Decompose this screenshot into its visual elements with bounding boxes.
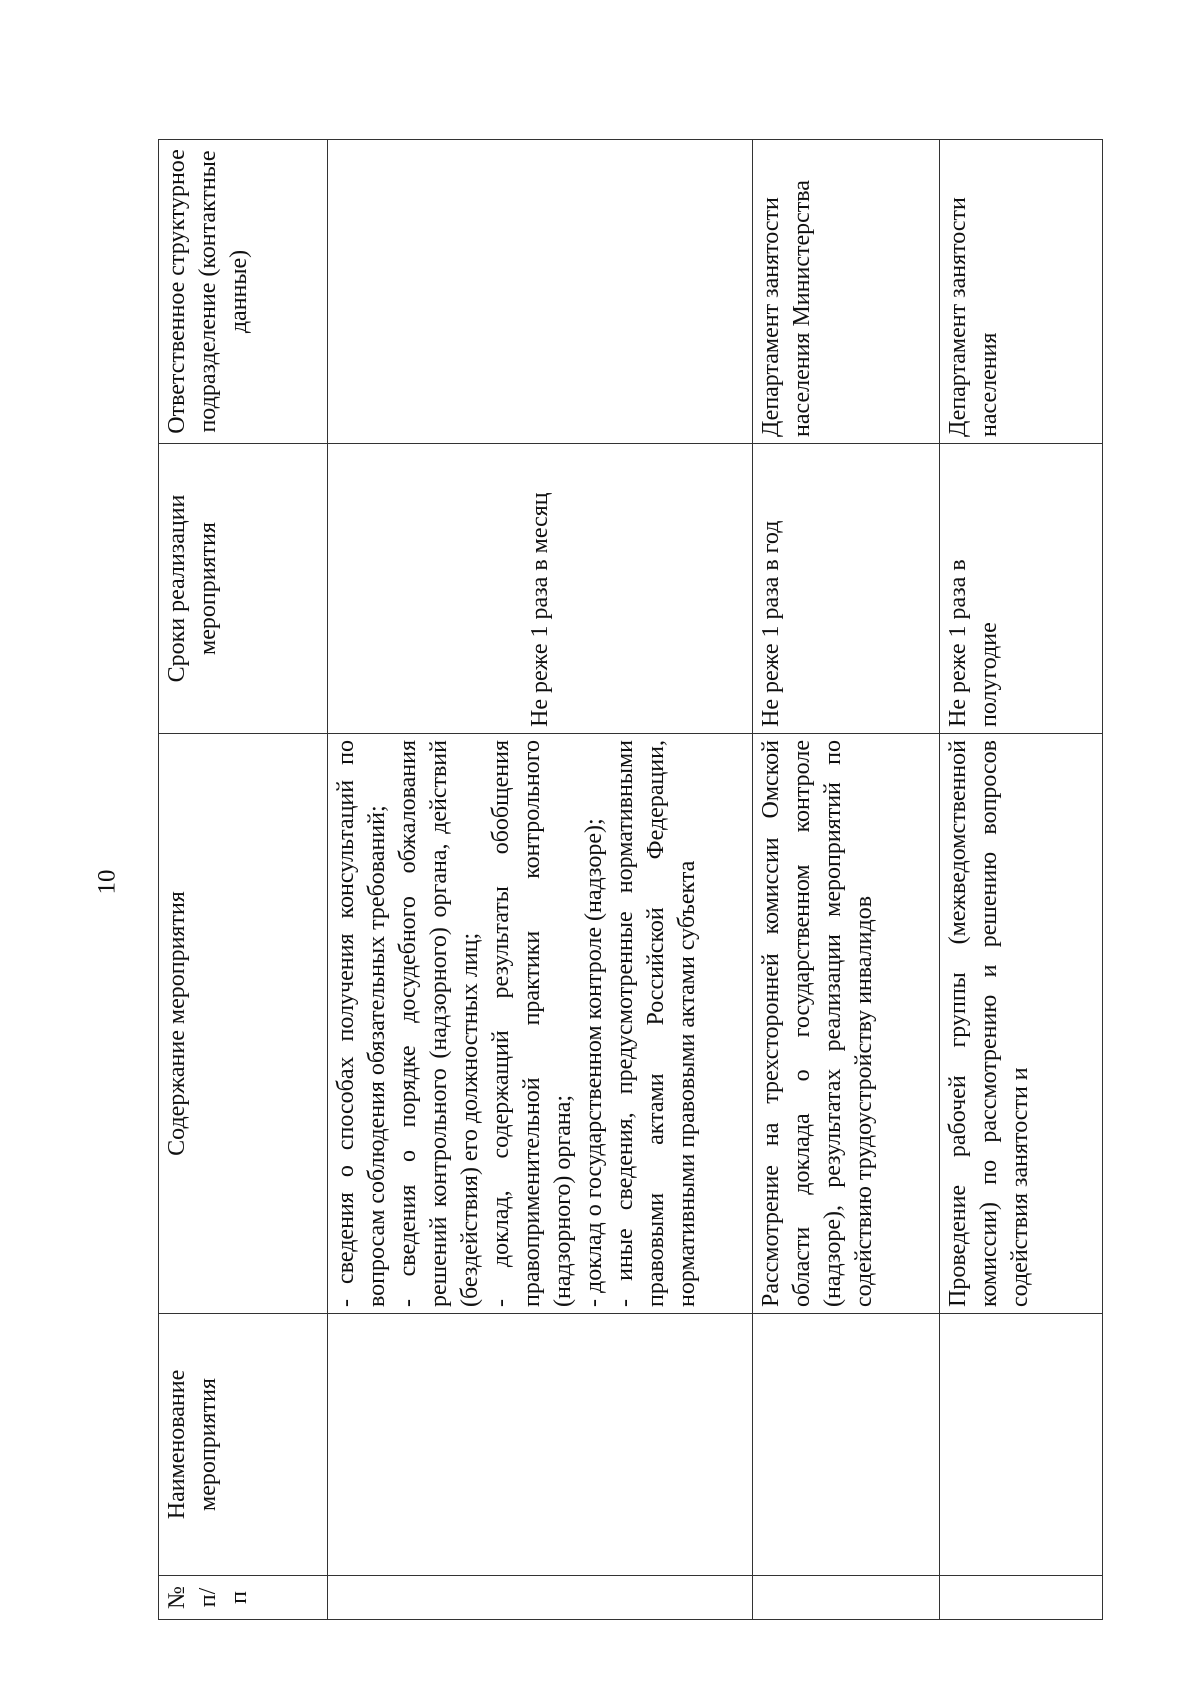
table-header-row — [159, 140, 328, 1620]
content-item: - иные сведения, предусмотренные нормативными правовыми актами Российской Федерации, нормативными правовыми актами субъекта — [612, 740, 700, 1307]
page-number — [92, 862, 122, 902]
cell-name — [753, 1314, 940, 1576]
cell-num — [940, 1576, 1103, 1620]
cell-name — [328, 1314, 753, 1576]
cell-terms: Не реже 1 раза в полугодие — [940, 444, 1103, 734]
rotated-table-container — [158, 140, 1074, 1620]
header-responsible: Ответственное структурное подразделение (контактные данные) — [159, 140, 328, 444]
content-item: - сведения о способах получения консультаций по вопросам соблюдения обязательных требований; — [333, 740, 390, 1307]
cell-name — [940, 1314, 1103, 1576]
cell-responsible: Департамент занятости населения Министерства — [753, 140, 940, 444]
table-row — [753, 140, 940, 1620]
header-num: № п/п — [159, 1576, 328, 1620]
content-item: - доклад, содержащий результаты обобщения правоприменительной практики контрольного (надзорного) органа; — [488, 740, 576, 1307]
cell-responsible: Департамент занятости населения — [940, 140, 1103, 444]
cell-responsible — [328, 140, 753, 444]
table-row — [328, 140, 753, 1620]
page-number-text: 10 — [93, 869, 120, 895]
cell-num — [328, 1576, 753, 1620]
table-row — [940, 140, 1103, 1620]
cell-terms: Не реже 1 раза в месяц — [328, 444, 753, 734]
content-item: - сведения о порядке досудебного обжалования решений контрольного (надзорного) органа, действий (бездействия) его должностных лиц; — [395, 740, 483, 1307]
cell-content: Рассмотрение на трехсторонней комиссии Омской области доклада о государственном контроле (надзоре), результатах реализации мероприятий по содействию трудоустройству инвалидов — [753, 734, 940, 1314]
cell-terms: Не реже 1 раза в год — [753, 444, 940, 734]
cell-content: Проведение рабочей группы (межведомственной комиссии) по рассмотрению и решению вопросов содействия занятости и — [940, 734, 1103, 1314]
header-content: Содержание мероприятия — [159, 734, 328, 1314]
cell-content — [328, 734, 753, 1314]
cell-num — [753, 1576, 940, 1620]
measures-table — [158, 139, 1103, 1620]
header-terms: Сроки реализации мероприятия — [159, 444, 328, 734]
content-item: - доклад о государственном контроле (надзоре); — [581, 818, 607, 1307]
header-name: Наименование мероприятия — [159, 1314, 328, 1576]
